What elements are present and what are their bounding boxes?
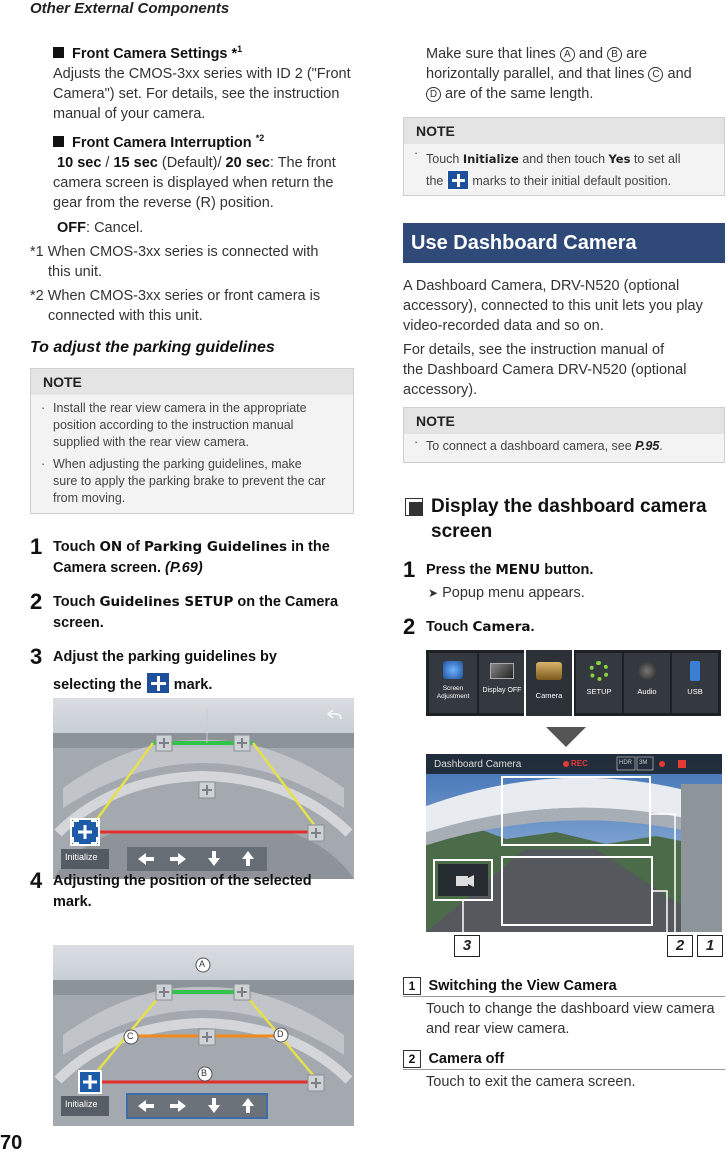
menu-label: Screen Adjustment <box>436 685 470 700</box>
rs2a: Touch <box>426 619 469 635</box>
fci-desc-3: gear from the reverse (R) position. <box>53 194 274 211</box>
menu-label: Audio <box>637 687 657 696</box>
note-title: NOTE <box>404 408 724 434</box>
note-title: NOTE <box>31 369 353 395</box>
ms-1: Make sure that lines <box>426 46 556 62</box>
ms-6: are of the same length. <box>445 86 594 102</box>
note-line: sure to apply the parking brake to prevent the car <box>53 474 326 488</box>
fcs-title: Front Camera Settings * <box>72 45 238 62</box>
page-header: Other External Components <box>30 0 230 17</box>
square-bullet-icon <box>53 136 64 147</box>
rs1a: Press the <box>426 562 492 578</box>
note-item-2 <box>31 456 353 507</box>
audio-icon <box>638 662 656 680</box>
s1f: Camera screen. <box>53 560 162 576</box>
n2f: the <box>426 174 444 188</box>
opt-off: OFF <box>57 219 87 236</box>
note-title: NOTE <box>404 118 724 144</box>
guidelines-heading: To adjust the parking guidelines <box>30 339 275 356</box>
r-step-1-number: 1 <box>403 557 416 582</box>
note-line: from moving. <box>53 491 126 505</box>
dashboard-camera-screen <box>426 754 722 932</box>
hdr-indicator: HDR <box>619 760 632 766</box>
s3c: mark. <box>173 677 213 693</box>
dp2-2: the Dashboard Camera DRV-N520 (optional <box>403 362 687 378</box>
callout-1: 1 <box>697 935 723 957</box>
fcs-desc-1: Adjusts the CMOS-3xx series with ID 2 ("Front <box>53 65 351 82</box>
opt-20sec: 20 sec <box>225 154 270 171</box>
rs2c: . <box>530 619 535 635</box>
fcs-sup: 1 <box>237 44 243 54</box>
rec-indicator: REC <box>571 759 588 768</box>
s1a: Touch <box>53 539 96 555</box>
step-1-number: 1 <box>30 534 43 559</box>
resolution-indicator: 3M <box>639 760 648 766</box>
step-2-text <box>53 592 358 634</box>
cross-mark-icon <box>146 672 170 694</box>
subsection-icon <box>405 498 425 518</box>
fn1-line1: *1 When CMOS-3xx series is connected with <box>30 244 319 260</box>
s2b: Guidelines SETUP <box>99 594 234 610</box>
down-arrow-icon <box>546 727 586 747</box>
step-3-text <box>53 647 358 696</box>
dp1-2: accessory), connected to this unit lets you play <box>403 298 703 314</box>
subsection-heading <box>431 494 726 544</box>
step-2-number: 2 <box>30 589 43 614</box>
menu-item-usb[interactable] <box>672 653 718 713</box>
r-step-1-text <box>426 560 726 581</box>
gear-icon <box>589 661 609 681</box>
note-line: position according to the instruction manual <box>53 418 294 432</box>
fci-desc-1: : The front <box>269 154 336 171</box>
menu-item-audio[interactable] <box>624 653 670 713</box>
menu-label: Display OFF <box>482 687 522 694</box>
item-1 <box>403 977 725 1039</box>
opt-15sec: 15 sec <box>113 154 158 171</box>
parking-camera-view-2 <box>53 945 354 1126</box>
n3-ref[interactable]: P.95 <box>635 439 660 453</box>
r-step-2-number: 2 <box>403 614 416 639</box>
n2c: and then touch <box>522 152 606 166</box>
circ-d: D <box>426 87 441 102</box>
ms-4: horizontally parallel, and that lines <box>426 66 645 82</box>
switch-view-camera-button[interactable] <box>438 864 488 896</box>
s1e: in the <box>291 539 330 555</box>
make-sure-text <box>426 44 726 104</box>
item-number: 1 <box>403 977 421 995</box>
dash-intro <box>403 276 727 400</box>
camera-off-area[interactable] <box>502 857 652 925</box>
ms-2: and <box>578 46 604 62</box>
item-title: Switching the View Camera <box>428 978 617 994</box>
item-desc: Touch to change the dashboard view camera <box>426 1001 715 1017</box>
step-4-number: 4 <box>30 868 43 893</box>
dashboard-screen-title: Dashboard Camera <box>434 759 522 770</box>
menu-item-setup[interactable] <box>576 653 622 713</box>
s4a: Adjusting the position of the selected <box>53 873 312 889</box>
parking-guide-screen-2 <box>53 945 354 1126</box>
footnote-2 <box>30 286 360 326</box>
s4b: mark. <box>53 894 92 910</box>
ms-5: and <box>667 66 692 82</box>
page-number: 70 <box>0 1132 23 1154</box>
fci-default: (Default)/ <box>161 154 222 171</box>
s2d: screen. <box>53 615 104 631</box>
s2a: Touch <box>53 594 96 610</box>
r-step-1-result <box>428 583 585 603</box>
parking-guide-screen-1 <box>53 698 354 879</box>
n2b: Initialize <box>462 152 519 166</box>
menu-item-display-off[interactable] <box>479 653 525 713</box>
n2d: Yes <box>608 152 631 166</box>
n2e: to set all <box>633 152 681 166</box>
n2a: Touch <box>426 152 460 166</box>
circ-b: B <box>607 47 622 62</box>
dp1-3: video-recorded data and so on. <box>403 318 604 334</box>
fci-title: Front Camera Interruption <box>72 134 252 151</box>
s2c: on the Camera <box>237 594 339 610</box>
note-line: · Install the rear view camera in the appropriate <box>53 401 307 415</box>
note-item-1 <box>31 400 353 451</box>
dp2-3: accessory). <box>403 382 478 398</box>
rs2b: Camera <box>472 619 531 635</box>
initialize-button[interactable]: Initialize <box>65 1099 98 1109</box>
label-a: A <box>199 959 206 969</box>
item-title: Camera off <box>428 1051 505 1067</box>
rs1-result: Popup menu appears. <box>442 585 585 601</box>
menu-label: SETUP <box>586 687 612 696</box>
s1b: ON <box>99 539 123 555</box>
sh-1: Display the dashboard camera <box>431 496 707 517</box>
label-b: B <box>201 1068 208 1078</box>
n3-text: To connect a dashboard camera, see <box>426 439 632 453</box>
circ-c: C <box>648 67 663 82</box>
off-desc: : Cancel. <box>86 219 144 236</box>
s3a: Adjust the parking guidelines by <box>53 649 277 665</box>
usb-icon <box>690 661 700 681</box>
item-desc: Touch to exit the camera screen. <box>426 1074 636 1090</box>
square-bullet-icon <box>53 47 64 58</box>
fn2-line2: connected with this unit. <box>48 308 203 324</box>
n2g: marks to their initial default position. <box>472 174 672 188</box>
footnote-1 <box>30 242 360 282</box>
note-box-2 <box>403 117 725 196</box>
fn1-line2: this unit. <box>48 264 102 280</box>
s3b: selecting the <box>53 677 142 693</box>
s1ref: (P.69) <box>165 560 203 576</box>
dp2-1: For details, see the instruction manual of <box>403 342 665 358</box>
display-off-icon <box>490 663 514 679</box>
fn2-line1: *2 When CMOS-3xx series or front camera is <box>30 288 321 304</box>
front-camera-interruption: Front Camera Interruption $^{*2}$ 10 sec / 15 sec (Default)/ 20 sec: The front camera screen is displayed when return the gear from the reverse (R) position. OFF: Cancel. <box>53 133 363 238</box>
parking-camera-view <box>53 698 354 879</box>
camera-icon <box>536 662 562 680</box>
label-d: D <box>277 1029 284 1039</box>
n3-end: . <box>659 439 663 453</box>
note-box-1 <box>30 368 354 514</box>
fcs-desc-2: Camera") set. For details, see the instruction <box>53 85 340 102</box>
note3-item <box>404 434 724 455</box>
callout-2: 2 <box>667 935 693 957</box>
step-4-text <box>53 871 358 913</box>
screen-adjust-icon <box>443 661 463 679</box>
arrow-right-icon: ➤ <box>428 586 439 600</box>
rs1b: MENU <box>495 562 541 578</box>
fcs-desc-3: manual of your camera. <box>53 105 206 122</box>
s1c: of <box>126 539 140 555</box>
dp1-1: A Dashboard Camera, DRV-N520 (optional <box>403 278 680 294</box>
item-2 <box>403 1050 725 1092</box>
note-box-3 <box>403 407 725 463</box>
s1d: Parking Guidelines <box>143 539 288 555</box>
section-title-bar: Use Dashboard Camera <box>403 223 725 263</box>
callout-3: 3 <box>454 935 480 957</box>
rec-dot <box>563 761 569 767</box>
item-number: 2 <box>403 1050 421 1068</box>
fci-desc-2: camera screen is displayed when return the <box>53 174 334 191</box>
menu-label: USB <box>687 687 703 696</box>
note2-item <box>404 144 724 190</box>
item-desc: and rear view camera. <box>426 1021 570 1037</box>
sh-2: screen <box>431 521 493 542</box>
menu-item-screen-adjustment[interactable] <box>429 653 477 713</box>
initialize-button[interactable]: Initialize <box>65 852 98 862</box>
menu-item-camera[interactable] <box>524 648 574 718</box>
step-3-number: 3 <box>30 644 43 669</box>
note-line: supplied with the rear view camera. <box>53 435 249 449</box>
note-line: · When adjusting the parking guidelines, make <box>53 457 302 471</box>
step-1-text <box>53 537 358 579</box>
menu-label: Camera <box>535 691 563 700</box>
popup-menu-strip <box>426 650 721 716</box>
rs1c: button. <box>544 562 594 578</box>
circ-a: A <box>560 47 575 62</box>
front-camera-settings <box>53 44 363 124</box>
r-step-2-text <box>426 617 726 638</box>
cross-mark-icon <box>447 170 469 190</box>
opt-10sec: 10 sec <box>57 154 102 171</box>
label-c: C <box>127 1031 134 1041</box>
ms-3: are <box>626 46 648 62</box>
fci-sup: *2 <box>255 133 265 143</box>
